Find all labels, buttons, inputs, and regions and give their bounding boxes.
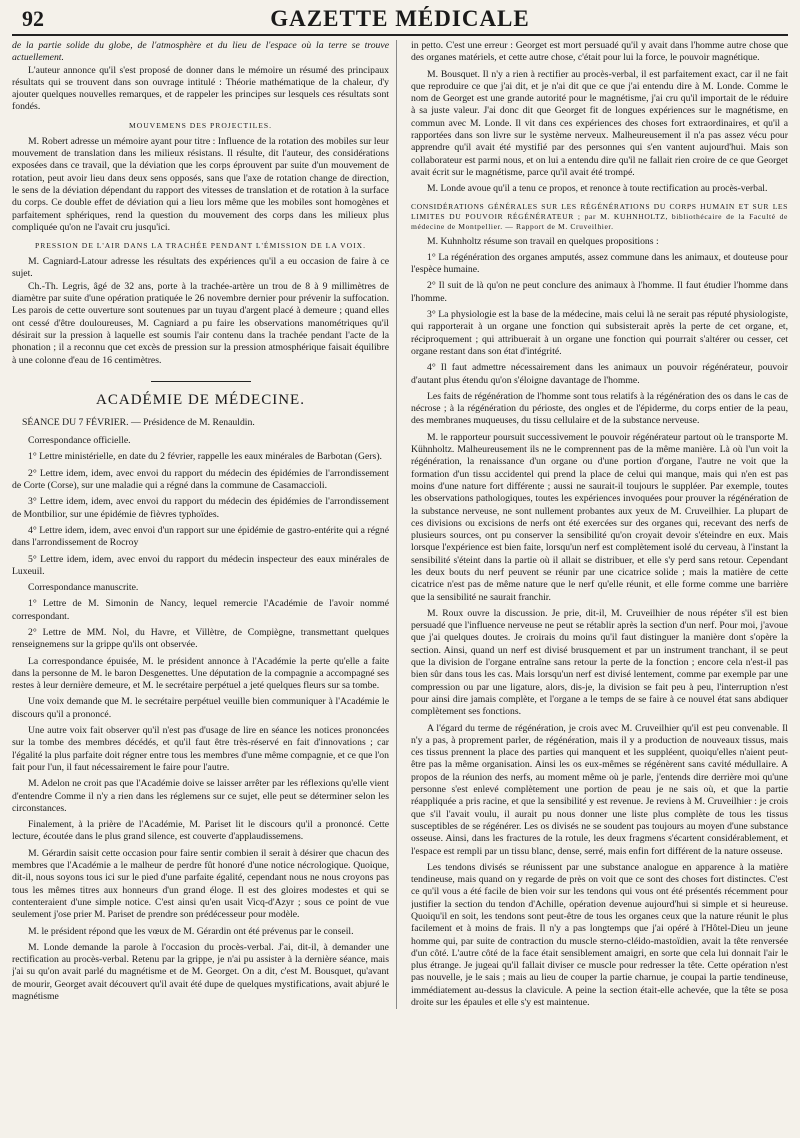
session-paragraph: M. Gérardin saisit cette occasion pour faire sentir combien il serait à désirer que chacun des membres que l'Académie a le malheur de perdre fût honoré d'une notice nécrologique. Quoique, dit-il, nous soyons tous ici sur le pied d'une parfaite égalité, cependant nous ne nous croyons pas tous les mêmes titres aux honneurs d'un grand éloge. Il est des gloires modestes et qui se contenteraient d'une simple notice. C'est ainsi qu'en usait Vicq-d'Azyr ; sous ce point de vue seulement j'ose prier M. Pariset de prendre son prédécesseur pour modèle.	[12, 847, 389, 921]
kuhnholtz-paragraph: M. Kuhnholtz résume son travail en quelques propositions :	[427, 235, 659, 247]
page-header	[12, 0, 788, 36]
letter-official: 2° Lettre idem, idem, avec envoi du rapport du médecin des épidémies de l'arrondissement de Corte (Corse), sur une maladie qui a régné dans la commune de Casamaccioli.	[12, 467, 389, 492]
academie-title: ACADÉMIE DE MÉDECINE.	[96, 391, 305, 408]
left-column	[12, 40, 397, 1009]
subhead-projectiles: MOUVEMENS DES PROJECTILES.	[128, 120, 273, 130]
cagniard-paragraph: M. Cagniard-Latour adresse les résultats des expériences qu'il a eu occasion de faire à ce sujet.	[12, 256, 389, 280]
session-paragraph: M. le président répond que les vœux de M. Gérardin ont été prévenus par le conseil.	[28, 925, 354, 937]
letter-official: 4° Lettre idem, idem, avec envoi d'un rapport sur une épidémie de gastro-entérite qui a régné dans l'arrondissement de Rocroy	[12, 524, 389, 549]
discussion-paragraph: Les tendons divisés se réunissent par une substance analogue en apparence à la matière tendineuse, mais quand on y regarde de près on voit que ce sont des choses fort distinctes. C'est ce qu'il vous a été facile de bien voir sur les tendons qui vous ont été présentés récemment pour justifier la section du tendon d'Achille, opération devenue aujourd'hui si simple et si heureuse. Quoiqu'il en soit, les tendons sont peut-être de tous les organes ceux que la nature réunit le plus facilement et à moins de frais. Il n'y a pas longtemps que j'ai opéré à l'Hôtel-Dieu un jeune homme qui, par suite de contraction du muscle sterno-cléido-mastoïdien, avait la tête renversée d'un côté. L'autre côté de la face était sensiblement amaigri, en sorte que cela lui donnait l'air le plus étrange. Je jugeai qu'il fallait diviser ce muscle pour redresser la tête. Cette opération n'est pas nouvelle, je le sais ; mais au lieu de couper la partie charnue, je coupai la partie tendineuse, immédiatement au-dessus la clavicule. A peine la section était-elle achevée, que la tête se posa droite sur les épaules et elle s'y est maintenue.	[411, 861, 788, 1009]
session-paragraph: La correspondance épuisée, M. le président annonce à l'Académie la perte qu'elle a faite dans la personne de M. le baron Desgenettes. Une députation de la compagnie a accompagné ses restes à leur dernière demeure, et M. le secrétaire perpétuel a jeté quelques fleurs sur sa tombe.	[12, 655, 389, 692]
session-paragraph: Finalement, à la prière de l'Académie, M. Pariset lit le discours qu'il a prononcé. Cette lecture, écoutée dans le plus grand silence, est couverte d'applaudissemens.	[12, 819, 389, 843]
correspondance-officielle: Correspondance officielle.	[28, 435, 131, 447]
proposition-item: 1° La régénération des organes amputés, assez commune dans les animaux, et douteuse pour l'espèce humaine.	[411, 251, 788, 276]
session-paragraph: M. Adelon ne croit pas que l'Académie doive se laisser arrêter par les réflexions qu'elle vient d'entendre Comme il n'y a rien dans les réglemens sur ce sujet, elle peut se déterminer selon les circonstances.	[12, 778, 389, 814]
subhead-regenerations: CONSIDÉRATIONS GÉNÉRALES SUR LES RÉGÉNÉRATIONS DU CORPS HUMAIN ET SUR LES LIMITES DU POUVOIR RÉGÉNÉRATEUR ; par M. KUHNHOLTZ, bibliothécaire de la Faculté de médecine de Montpellier. — Rapport de M. Cruveilhier.	[411, 201, 788, 231]
letter-official: 5° Lettre idem, idem, avec envoi du rapport du médecin inspecteur des eaux minérales de Luxeuil.	[12, 553, 389, 577]
discussion-paragraph: M. le rapporteur poursuit successivement le pouvoir régénérateur partout où le transporte M. Kühnholtz. Malheureusement ils ne le comprennent pas de la même manière. Là où l'un voit la régénération, la renaissance d'un organe ou d'une portion d'organe, l'autre ne voit que la formation d'un tissu accidentel qui prend la place de celui qui manque, mais qui n'en est pas moins d'une nature fort différente ; aussi ne saurait-il toujours le suppléer. Par exemple, toutes les observations pathologiques, toutes les expériences invoquées pour prouver la régénération de la substance nerveuse, ne sont nullement probantes aux yeux de M. Cruveilhier. La plupart de ces divisions ou excisions de nerfs ont été exercées sur des organes qui, recevant des nerfs de plusieurs sources, ont pu conserver la sensibilité qu'on croyait devoir s'éteindre en eux. Mais lorsque l'expérience est bien faite, lorsqu'un nerf est complètement isolé du cerveau, à l'instant la sensibilité s'éteint dans la partie où il allait se distribuer, et elle s'y perd sans retour. Cependant les deux bouts du nerf peuvent se réunir par une cicatrice solide ; mais la matière de cette cicatrice n'est pas de même nature que le nerf qu'elle réunit, et elle forme comme une barrière que la sensibilité ne saurait franchir.	[411, 431, 788, 603]
page-number: 92	[22, 6, 44, 31]
intro-italic: de la partie solide du globe, de l'atmosphère et du lieu de l'espace où la terre se trouve actuellement.	[12, 40, 389, 64]
intro-paragraph: L'auteur annonce qu'il s'est proposé de donner dans le mémoire un résumé des principaux résultats qui se trouvent dans son ouvrage intitulé : Théorie mathématique de la chaleur, d'y ajouter quelques nouvelles remarques, et de rappeler les principes sur lesquels ces résultats sont fondés.	[12, 64, 389, 113]
session-paragraph: Une voix demande que M. le secrétaire perpétuel veuille bien communiquer à l'Académie le discours qu'il a prononcé.	[12, 696, 389, 720]
letter-official: 3° Lettre idem, idem, avec envoi du rapport du médecin des épidémies de l'arrondissement de Montbilior, sur une épidémie de fièvres typhoïdes.	[12, 496, 389, 520]
proposition-item: 4° Il faut admettre nécessairement dans les animaux un pouvoir régénérateur, pouvoir d'autant plus étendu qu'on s'éloigne davantage de l'homme.	[411, 362, 788, 386]
section-divider	[151, 381, 251, 382]
discussion-paragraph: M. Roux ouvre la discussion. Je prie, dit-il, M. Cruveilhier de nous répéter s'il est bien persuadé que l'influence nerveuse ne peut se rétablir après la section d'un nerf. Pour moi, j'avoue que j'ai quelques doutes. Je croirais du moins qu'il faut distinguer la manière dont s'opère la section. Ainsi, quand un nerf est divisé brusquement et par un instrument tranchant, il se peut que la division de l'organe entraîne sans retour la perte de la fonction ; encore cela n'est-il pas bien sûr dans tous les cas. Mais lorsqu'un nerf est divisé lentement, comme par exemple par une compression ou par une ligature, alors, dis-je, la division se fait peu à peu, l'interruption n'est pour ainsi dire jamais complète, et l'organe a le temps de se faire à ce nouvel état sans abdiquer complètement ses fonctions.	[411, 607, 788, 718]
continuation-paragraph: in petto. C'est une erreur : Georget est mort persuadé qu'il y avait dans l'homme autre chose que des organes matériels, et cette autre chose, c'était pour lui la force, le pouvoir magnétique.	[411, 40, 788, 64]
right-column	[411, 40, 788, 1009]
discussion-paragraph: Les faits de régénération de l'homme sont tous relatifs à la régénération des os dans le cas de nécrose ; à la régénération du périoste, des ongles et de l'épiderme, du corps entier de la peau, des membranes muqueuses, du tissu cellulaire et de la substance nerveuse.	[411, 390, 788, 427]
legris-paragraph: Ch.-Th. Legris, âgé de 32 ans, porte à la trachée-artère un trou de 8 à 9 millimètres de diamètre par suite d'une opération pratiquée le 26 novembre dernier pour prévenir la suffocation. Les parois de cette ouverture sont soutenues par un tuyau d'argent placé à demeure ; quand elles ont cessé d'être douloureuses, M. Cagniard a pu faire les observations manométriques qu'il désirait sur la pression à laquelle est soumis l'air contenu dans la trachée pendant l'acte de la phonation ; il a reconnu que cet excès de pression sur la pression atmosphérique faisait équilibre à une colonne d'eau de 16 centimètres.	[12, 280, 389, 366]
session-paragraph: M. Londe demande la parole à l'occasion du procès-verbal. J'ai, dit-il, à demander une rectification au procès-verbal. Retenu par la grippe, je n'ai pu assister à la dernière séance, mais j'ai su qu'on avait parlé du magnétisme et de M. Georget. On a dit, c'est M. Bousquet, qu'avant de mourir, Georget avait découvert qu'il avait été dupe de quelques mystifications, avait abjuré le magnétisme	[12, 941, 389, 1002]
article-columns	[12, 40, 788, 1009]
proposition-item: 2° Il suit de là qu'on ne peut conclure des animaux à l'homme. Il faut étudier l'homme dans l'homme.	[411, 280, 788, 304]
londe-paragraph: M. Londe avoue qu'il a tenu ce propos, et renonce à toute rectification au procès-verbal.	[427, 183, 768, 195]
robert-paragraph: M. Robert adresse un mémoire ayant pour titre : Influence de la rotation des mobiles sur leur mouvement de translation dans les milieux résistans. Il résulte, dit l'auteur, des considérations exposées dans ce travail, que la déviation que les corps éprouvent par suite d'un mouvement de rotation, peut avoir lieu dans deux sens opposés, sans que l'axe de rotation change de direction, le sens de la déviation dépendant du rapport des vitesses de translation et de rotation à la surface du corps. Ce double effet de déviation qui a lieu lors même que les mobiles sont homogènes et parfaitement sphériques, rend la question du mouvement des corps dans les milieux plus compliquée qu'on ne l'avait cru jusqu'ici.	[12, 135, 389, 233]
letter-official: 1° Lettre ministérielle, en date du 2 février, rappelle les eaux minérales de Barbotan (Gers).	[28, 451, 382, 463]
seance-line: SÉANCE DU 7 FÉVRIER. — Présidence de M. Renauldin.	[22, 416, 255, 428]
discussion-paragraph: A l'égard du terme de régénération, je crois avec M. Cruveilhier qu'il est peu convenable. Il n'y a pas, à proprement parler, de régénération, mais il y a production de nouveaux tissus, mais ces tissus prennent la place des parties qui manquent et les suppléent, quoiqu'elles n'aient peut-être pas la même organisation. Ainsi les os eux-mêmes se régénèrent sans cavité médullaire. A propos de la réunion des nerfs, au moment même où je parle, j'entends dire derrière moi qu'une personne s'est enlevé complètement une portion de peau je ne sais où, et que la partie réappliquée a pris racine, et que la sensibilité y est revenue. Je reviens à M. Cruveilhier : je crois que s'il l'avait voulu, il aurait pu nous donner une liste plus complète de tous les tissus susceptibles de se régénérer. Les os divisés ne se soudent pas toujours au moyen d'une substance osseuse. Ainsi, dans les fractures de la rotule, les deux fragmens s'écartent considérablement, et l'espace est rempli par un tissu blanc, dense, serré, mais enfin fort différent de la nature osseuse.	[411, 722, 788, 857]
proposition-item: 3° La physiologie est la base de la médecine, mais celui là ne serait pas réputé physiologiste, qui rapporterait à un organe une fonction qui subsisterait après la perte de cet organe, et, réciproquement ; qui attribuerait à un organe une fonction qui pourrait s'altérer ou cesser, cet organe restant dans son état d'intégrité.	[411, 309, 788, 357]
correspondance-manuscrite: Correspondance manuscrite.	[28, 582, 139, 594]
session-paragraph: Une autre voix fait observer qu'il n'est pas d'usage de lire en séance les notices prononcées sur la tombe des membres décédés, et qu'il faut être très-réservé en fait d'innovations ; car l'égalité la plus parfaite doit régner entre tous les membres d'une même compagnie, et ce que l'on fait pour l'un, il faut nécessairement le faire pour l'autre.	[12, 725, 389, 773]
publication-title: GAZETTE MÉDICALE	[270, 6, 530, 31]
letter-manuscrite: 2° Lettre de MM. Nol, du Havre, et Villètre, de Compiègne, transmettant quelques renseignemens sur la grippe qu'ils ont observée.	[12, 626, 389, 651]
subhead-pression: PRESSION DE L'AIR DANS LA TRACHÉE PENDANT L'ÉMISSION DE LA VOIX.	[34, 241, 367, 251]
bousquet-paragraph: M. Bousquet. Il n'y a rien à rectifier au procès-verbal, il est parfaitement exact, car il ne fait que reproduire ce que j'ai dit, et je n'ai dit que ce que j'ai entendu dire à M. Londe. Comme le nom de Georget est une grande autorité pour le magnétisme, j'ai cru qu'il importait de le réduire à sa juste valeur. J'ai donc dit que Georget fit de longues expériences sur le magnétisme, en commun avec M. Londe. Il vit dans ces expériences des choses fort extraordinaires, et qu'il a rapportées dans son livre sur le système nerveux. Malheureusement il n'a pas assez vécu pour apprendre qu'il avait été mystifié par des personnes qui s'en vantent aujourd'hui. Mais son collaborateur est parmi nous, et on lui a entendu dire qu'il ne fallait rien croire de ce que Georget avait écrit sur le magnétisme, parce qu'il avait été trompé.	[411, 68, 788, 178]
letter-manuscrite: 1° Lettre de M. Simonin de Nancy, lequel remercie l'Académie de l'avoir nommé correspondant.	[12, 598, 389, 622]
